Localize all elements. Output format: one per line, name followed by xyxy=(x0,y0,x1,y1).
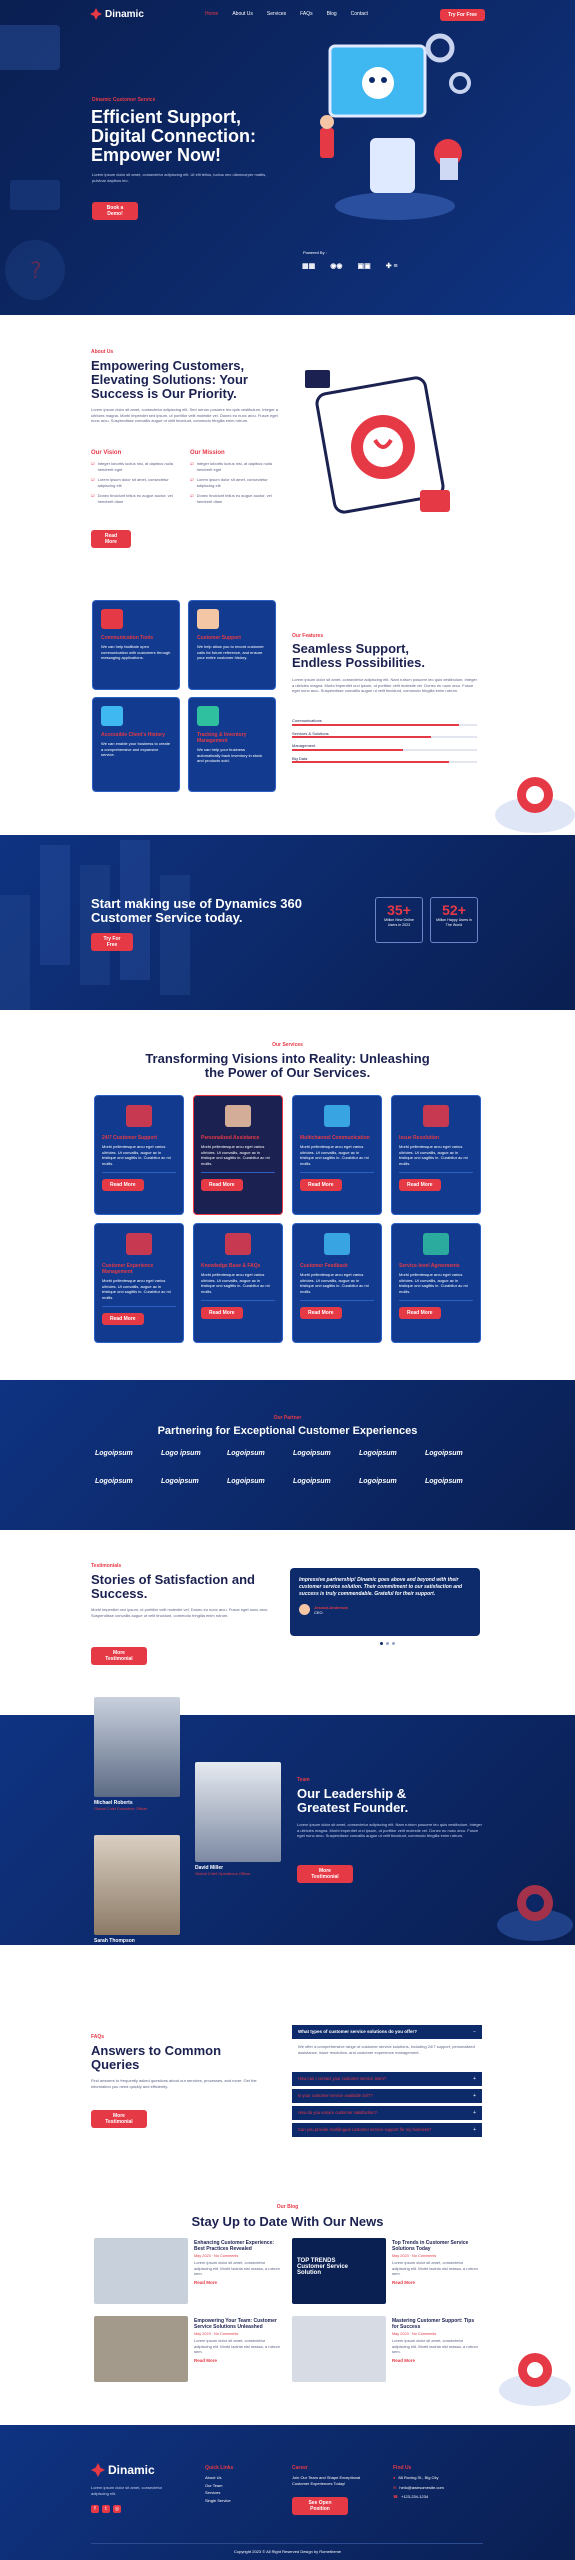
nav-item-contact[interactable]: Contact xyxy=(350,11,368,17)
feature-card[interactable] xyxy=(188,697,276,792)
feature-bars xyxy=(292,718,477,763)
blog-post-title[interactable]: Empowering Your Team: Customer Service Solutions Unleashed xyxy=(194,2318,277,2330)
vision-item: Integer lobortis luctus nisi, at dapibus nulla hendrerit eget xyxy=(97,461,173,472)
mission-item: Lorem ipsum dolor sit amet, consectetur adipiscing elit xyxy=(196,477,268,488)
about-illustration xyxy=(305,355,465,535)
support-icon xyxy=(197,609,219,629)
hero-section xyxy=(0,0,575,315)
services-section xyxy=(0,1010,575,1380)
service-read-more-button[interactable]: Read More xyxy=(201,1179,243,1191)
chat-icon xyxy=(101,609,123,629)
about-read-more-button[interactable]: Read More xyxy=(91,530,131,548)
service-card[interactable] xyxy=(94,1095,184,1215)
progress-bar xyxy=(292,756,477,764)
vision-item: Lorem ipsum dolor sit amet, consectetur adipiscing elit xyxy=(97,477,169,488)
progress-bar-label: Communications xyxy=(292,718,322,723)
about-eyebrow: About Us xyxy=(91,349,114,355)
powered-by-label: Powered By : xyxy=(303,250,327,255)
team-photo xyxy=(195,1762,281,1862)
footer-desc: Lorem ipsum dolor sit amet, consectetur adipiscing elit. xyxy=(91,2485,163,2496)
service-card-title: 24/7 Customer Support xyxy=(102,1135,158,1141)
blog-thumbnail xyxy=(94,2238,188,2304)
social-links xyxy=(91,2505,121,2513)
footer-link[interactable]: Services xyxy=(205,2490,221,2496)
blog-post-title[interactable]: Enhancing Customer Experience: Best Practices Revealed xyxy=(194,2240,275,2252)
blog-section xyxy=(0,2180,575,2425)
partner-logo: Logoipsum xyxy=(425,1450,463,1457)
stat-value: 52+ xyxy=(442,902,466,918)
faq-question: How can I contact your customer service team? xyxy=(298,2076,387,2081)
footer-link[interactable]: Our Team xyxy=(205,2482,223,2488)
feature-card-title: Accessible Client's History xyxy=(101,732,165,738)
check-icon: ☑ xyxy=(91,461,95,466)
blog-post-excerpt: Lorem ipsum dolor sit amet, consectetur adipiscing elit. Morbi lacinia nisl massa, a rutrum sem. xyxy=(194,2338,280,2355)
service-read-more-button[interactable]: Read More xyxy=(300,1307,342,1319)
nav-item-home[interactable]: Home xyxy=(205,11,219,17)
brand-name: Dinamic xyxy=(105,8,144,20)
feature-card[interactable] xyxy=(92,600,180,690)
faq-question: What types of customer service solutions do you offer? xyxy=(298,2029,418,2034)
team-eyebrow: Team xyxy=(297,1777,310,1783)
about-title: Empowering Customers, Elevating Solutions: Your Success is Our Priority. xyxy=(91,358,248,402)
vision-list xyxy=(91,461,181,505)
team-section xyxy=(0,1715,575,1945)
faq-question: How do you ensure customer satisfaction? xyxy=(298,2110,377,2115)
vision-item: Donec tincidunt tellus eu augue auctor, vel hendrerit diam xyxy=(97,493,173,504)
quick-links-title: Quick Links xyxy=(205,2465,234,2471)
service-icon xyxy=(423,1105,449,1127)
partner-logo: Logoipsum xyxy=(161,1478,199,1485)
mission-title: Our Mission xyxy=(190,450,225,456)
email[interactable]: hello@awesomesite.com xyxy=(399,2484,444,2490)
team-member-card[interactable] xyxy=(195,1762,281,1892)
features-section xyxy=(0,585,575,835)
blog-thumbnail xyxy=(292,2238,386,2304)
feature-card-text: We can enable your business to create a comprehensive and expansive service. xyxy=(101,741,171,758)
partner-logo: Logoipsum xyxy=(359,1478,397,1485)
blog-post-title[interactable]: Top Trends in Customer Service Solutions Today xyxy=(392,2240,469,2252)
plus-icon: + xyxy=(473,2127,476,2133)
check-icon: ☑ xyxy=(91,477,95,483)
faq-question: Can you provide multilingual customer service support for my business? xyxy=(298,2127,432,2132)
carousel-dot[interactable] xyxy=(392,1642,395,1645)
team-member-name: David Miller xyxy=(195,1865,224,1871)
hero-illustration xyxy=(300,28,475,228)
service-card-text: Morbi pellentesque arcu eget varius ultricies. Ut convallis, augue ac in tristique orci sagittis in. Curabitur ac mi mollis. xyxy=(300,1272,369,1294)
service-card[interactable] xyxy=(193,1223,283,1343)
progress-bar xyxy=(292,718,477,726)
faq-list xyxy=(292,2072,482,2137)
progress-bar-label: Services & Solutions xyxy=(292,730,329,736)
blog-thumbnail xyxy=(292,2316,386,2382)
partner-logo-icon: ▣▣ xyxy=(357,263,371,270)
testimonial-quote: Impressive partnership! Dinamic goes above and beyond with their customer service solution. Their commitment to our satisfaction and success is truly commendable. Grateful for their support. xyxy=(299,1577,463,1597)
faq-item[interactable] xyxy=(292,2106,482,2120)
service-card-title: Multichannel Communication xyxy=(300,1135,370,1141)
service-read-more-button[interactable]: Read More xyxy=(300,1179,342,1191)
blog-post[interactable] xyxy=(292,2316,484,2388)
service-card[interactable] xyxy=(292,1223,382,1343)
service-card-text: Morbi pellentesque arcu eget varius ultricies. Ut convallis, augue ac in tristique orci sagittis in. Curabitur ac mi mollis. xyxy=(201,1144,270,1166)
stat-box xyxy=(375,897,423,943)
about-text: Lorem ipsum dolor sit amet, consectetur adipiscing elit. Sed rutrum posuere leo quis vestibulum. Integer a ultricies magna. Morbi imperdiet sed ipsum, ut porttitor velit molestie vel. Donec eu nunc arcu. Fusce eget nunc arcu. Suspendisse convallis augue ut velit tincidunt, commodo fringilla enim rutrum. xyxy=(91,407,278,424)
partner-logo: Logoipsum xyxy=(227,1450,265,1457)
plus-icon: + xyxy=(473,2093,476,2099)
faq-eyebrow: FAQs xyxy=(91,2034,105,2040)
svg-text:?: ? xyxy=(30,259,42,284)
navbar xyxy=(90,8,490,22)
service-read-more-button[interactable]: Read More xyxy=(102,1313,144,1325)
team-member-role: Global Chief Executive Officer xyxy=(94,1806,148,1811)
service-card-text: Morbi pellentesque arcu eget varius ultricies. Ut convallis, augue ac in tristique orci sagittis in. Curabitur ac mi mollis. xyxy=(102,1278,171,1300)
twitter-icon[interactable]: t xyxy=(102,2505,110,2513)
partner-logo: Logoipsum xyxy=(293,1478,331,1485)
hero-cta-button[interactable]: Book a Demo! xyxy=(92,202,138,220)
stat-box xyxy=(430,897,478,943)
service-card-text: Morbi pellentesque arcu eget varius ultricies. Ut convallis, augue ac in tristique orci sagittis in. Curabitur ac mi mollis. xyxy=(201,1272,270,1294)
service-card-title: Issue Resolution xyxy=(399,1135,440,1141)
more-testimonial-button[interactable]: More Testimonial xyxy=(91,1647,147,1665)
career-title: Career xyxy=(292,2465,308,2471)
blog-image-caption: TOP TRENDS Customer Service Solution xyxy=(297,2258,349,2276)
partner-logo: Logo ipsum xyxy=(161,1450,201,1457)
service-card-text: Morbi pellentesque arcu eget varius ultricies. Ut convallis, augue ac in tristique orci sagittis in. Curabitur ac mi mollis. xyxy=(399,1144,468,1166)
progress-bar xyxy=(292,731,477,739)
faq-more-button[interactable]: More Testimonial xyxy=(91,2110,147,2128)
partner-logo: Logoipsum xyxy=(359,1450,397,1457)
facebook-icon[interactable]: f xyxy=(91,2505,99,2513)
testimonial-author: Jessica Anderson xyxy=(314,1604,349,1610)
faq-item-open[interactable] xyxy=(292,2025,482,2039)
check-icon: ☑ xyxy=(190,461,194,466)
features-text: Lorem ipsum dolor sit amet, consectetur adipiscing elit. Nam rutrum posuere leo quis vestibulum. Integer a ultricies magna. Morbi imperdiet orci ipsum, ut porttitor velit molestie vel. Donec eu nunc arcu. Fusce eget nunc arcu. Suspendisse convallis augue ut velit tincidunt, commodo fringilla enim rutrum. xyxy=(292,677,477,694)
testimonials-section xyxy=(0,1530,575,1715)
blog-read-more-link[interactable]: Read More xyxy=(194,2279,218,2285)
blog-post-excerpt: Lorem ipsum dolor sit amet, consectetur adipiscing elit. Morbi lacinia nisl massa, a rutrum sem. xyxy=(194,2260,280,2277)
blog-read-more-link[interactable]: Read More xyxy=(392,2357,416,2363)
banner-title: Start making use of Dynamics 360 Customer Service today. xyxy=(91,896,302,926)
cta-banner xyxy=(0,835,575,1010)
partner-logo: Logoipsum xyxy=(425,1478,463,1485)
features-title: Seamless Support, Endless Possibilities. xyxy=(292,641,425,670)
nav-item-about[interactable]: About Us xyxy=(232,11,253,17)
partners-eyebrow: Our Partner xyxy=(273,1415,302,1421)
mail-icon: ✉ xyxy=(393,2484,397,2490)
service-icon xyxy=(126,1233,152,1255)
progress-bar-label: Management xyxy=(292,743,316,749)
blog-post-title[interactable]: Mastering Customer Support: Tips for Success xyxy=(392,2318,475,2330)
blog-post-excerpt: Lorem ipsum dolor sit amet, consectetur adipiscing elit. Morbi lacinia nisl massa, a rutrum sem. xyxy=(392,2338,478,2355)
faq-accordion xyxy=(292,2025,482,2137)
testimonials-text: Morbi imperdiet orci ipsum, ut porttitor velit molestie vel. Donec eu nunc arcu. Fusce eget nunc arcu. Suspendisse convallis augue ut velit tincidunt, commodo fringilla enim rutrum. xyxy=(91,1607,269,1618)
faq-item[interactable] xyxy=(292,2072,482,2086)
carousel-dots xyxy=(380,1642,395,1645)
service-card[interactable] xyxy=(292,1095,382,1215)
mission-item: Donec tincidunt tellus eu augue auctor, vel hendrerit diam xyxy=(196,493,272,504)
service-icon xyxy=(225,1105,251,1127)
plus-icon: + xyxy=(473,2076,476,2082)
nav-item-services[interactable]: Services xyxy=(266,11,287,17)
team-member-card[interactable] xyxy=(94,1697,180,1827)
service-read-more-button[interactable]: Read More xyxy=(102,1179,144,1191)
blog-post-excerpt: Lorem ipsum dolor sit amet, consectetur adipiscing elit. Morbi lacinia nisl massa, a rutrum sem. xyxy=(392,2260,478,2277)
hero-left-illustration xyxy=(0,10,90,310)
service-card[interactable] xyxy=(391,1095,481,1215)
faq-item[interactable] xyxy=(292,2123,482,2137)
feature-card-text: We can help facilitate open communication with customers through messaging applications. xyxy=(101,644,171,661)
hero-eyebrow: Dinamic Customer Service xyxy=(92,97,156,103)
team-text: Lorem ipsum dolor sit amet, consectetur adipiscing elit. Nam rutrum posuere leo quis vestibulum. Integer a ultricies magna. Morbi imperdiet orci ipsum, ut porttitor velit molestie vel. Donec eu nunc arcu. Fusce eget nunc arcu. Suspendisse convallis augue ut velit tincidunt, commodo fringilla enim rutrum. xyxy=(297,1822,482,1839)
feature-card-text: We help allow you to record customer calls for future reference, and ensure your entire customer history. xyxy=(197,644,264,661)
service-card-text: Morbi pellentesque arcu eget varius ultricies. Ut convallis, augue ac in tristique orci sagittis in. Curabitur ac mi mollis. xyxy=(300,1144,369,1166)
open-position-button[interactable]: See Open Position xyxy=(292,2497,348,2515)
blog-post-meta: May 2023 · No Comments xyxy=(194,2332,239,2336)
service-card-title: Customer Feedback xyxy=(300,1263,348,1269)
partner-logo: Logoipsum xyxy=(95,1450,133,1457)
testimonials-title: Stories of Satisfaction and Success. xyxy=(91,1572,255,1602)
check-icon: ☑ xyxy=(91,493,95,499)
blog-post[interactable] xyxy=(94,2316,286,2388)
service-icon xyxy=(225,1233,251,1255)
partners-section xyxy=(0,1380,575,1530)
blog-thumbnail xyxy=(94,2316,188,2382)
service-card-title: Knowledge Base & FAQs xyxy=(201,1263,261,1269)
stat-label: Million New Online Users in 2023 xyxy=(384,918,414,928)
check-icon: ☑ xyxy=(190,493,194,499)
partner-logo: Logoipsum xyxy=(95,1478,133,1485)
service-icon xyxy=(324,1105,350,1127)
testimonials-eyebrow: Testimonials xyxy=(91,1563,122,1569)
service-read-more-button[interactable]: Read More xyxy=(399,1307,441,1319)
mission-list xyxy=(190,461,280,505)
features-eyebrow: Our Features xyxy=(292,633,324,639)
stat-value: 35+ xyxy=(387,902,411,918)
blog-read-more-link[interactable]: Read More xyxy=(194,2357,218,2363)
career-text: Join Our Team and Shape Exceptional Customer Experiences Today! xyxy=(292,2475,361,2486)
service-card-title: Personalized Assistance xyxy=(201,1135,260,1141)
progress-bar-label: Big Data xyxy=(292,755,308,761)
team-member-role: Global Chief Operations Officer xyxy=(195,1871,251,1876)
team-decor xyxy=(480,1865,575,1945)
phone[interactable]: +123-234-1234 xyxy=(400,2494,429,2500)
service-card-text: Morbi pellentesque arcu eget varius ultricies. Ut convallis, augue ac in tristique orci sagittis in. Curabitur ac mi mollis. xyxy=(399,1272,468,1294)
faq-answer: We offer a comprehensive range of customer service solutions, including 24/7 support, personalized assistance, issue resolution, and customer experience management. xyxy=(298,2044,475,2055)
feature-card-text: We can help your business automatically track inventory in stock and products sold. xyxy=(197,747,263,764)
footer-brand[interactable] xyxy=(91,2463,155,2477)
progress-bar xyxy=(292,743,477,751)
brand-logo-icon xyxy=(91,2463,105,2477)
blog-post-meta: May 2023 · No Comments xyxy=(392,2332,437,2336)
carousel-dot[interactable] xyxy=(386,1642,389,1645)
faq-title: Answers to Common Queries xyxy=(91,2043,222,2073)
service-card-title: Service-level Agreements xyxy=(399,1263,460,1269)
faq-text: Find answers to frequently asked questions about our services, processes, and more. Get the information you need quickly and efficiently. xyxy=(91,2078,257,2089)
feature-card-title: Communication Tools xyxy=(101,635,154,641)
about-section xyxy=(0,315,575,585)
stat-label: Million Happy Users in The World xyxy=(436,918,472,928)
testimonial-role: CEO xyxy=(314,1609,323,1615)
nav-menu xyxy=(205,11,368,17)
plus-icon: + xyxy=(473,2110,476,2116)
partner-logo-icon: ✚ ≡ xyxy=(385,263,398,270)
brand-logo-icon xyxy=(90,8,102,20)
feature-card-title: Customer Support xyxy=(197,635,241,641)
brand-logo[interactable] xyxy=(90,8,144,20)
nav-item-blog[interactable]: Blog xyxy=(326,11,337,17)
blog-post[interactable] xyxy=(94,2238,286,2310)
footer-link[interactable]: About Us xyxy=(205,2475,222,2480)
nav-cta-button[interactable]: Try For Free xyxy=(440,9,485,21)
blog-title: Stay Up to Date With Our News xyxy=(191,2214,384,2229)
mission-item: Integer lobortis luctus nisi, at dapibus nulla hendrerit eget xyxy=(196,461,272,472)
services-title: Transforming Visions into Reality: Unleashing the Power of Our Services. xyxy=(145,1051,430,1081)
avatar xyxy=(299,1604,310,1615)
footer-divider xyxy=(91,2543,483,2544)
service-card-text: Morbi pellentesque arcu eget varius ultricies. Ut convallis, augue ac in tristique orci sagittis in. Curabitur ac mi mollis. xyxy=(102,1144,171,1166)
address: 88 Roving St., Big City xyxy=(398,2475,439,2480)
partner-logo: Logoipsum xyxy=(227,1478,265,1485)
find-us-title: Find Us xyxy=(393,2465,412,2471)
blog-post-meta: May 2023 · No Comments xyxy=(194,2254,239,2258)
carousel-dot[interactable] xyxy=(380,1642,383,1645)
hero-title: Efficient Support, Digital Connection: Empower Now! xyxy=(91,107,256,165)
instagram-icon[interactable]: ◎ xyxy=(114,2506,120,2512)
vision-title: Our Vision xyxy=(91,450,122,456)
blog-grid xyxy=(94,2238,484,2408)
powered-logos xyxy=(302,262,398,270)
faq-section xyxy=(0,1945,575,2180)
blog-read-more-link[interactable]: Read More xyxy=(392,2279,416,2285)
services-eyebrow: Our Services xyxy=(272,1042,303,1048)
copyright: Copyright 2023 © All Right Reserved Design by Rometheme xyxy=(234,2549,341,2554)
partner-logo-icon: ▦▦ xyxy=(302,263,316,270)
team-photo xyxy=(94,1835,180,1935)
services-grid xyxy=(94,1095,480,1345)
faq-question: Is your customer service available 24/7? xyxy=(298,2093,373,2098)
team-photo xyxy=(94,1697,180,1797)
team-title: Our Leadership & Greatest Founder. xyxy=(297,1786,409,1816)
footer-brand-name: Dinamic xyxy=(108,2463,155,2477)
service-read-more-button[interactable]: Read More xyxy=(201,1307,243,1319)
partner-logos xyxy=(95,1450,485,1505)
banner-cta-button[interactable]: Try For Free xyxy=(91,933,133,951)
footer-link[interactable]: Single Service xyxy=(205,2497,231,2503)
feature-card[interactable] xyxy=(188,600,276,690)
phone-icon: ☎ xyxy=(393,2494,398,2500)
service-card[interactable] xyxy=(193,1095,283,1215)
contact-list xyxy=(393,2475,444,2500)
footer xyxy=(0,2425,575,2560)
minus-icon: − xyxy=(473,2029,476,2035)
location-icon: ● xyxy=(393,2475,396,2480)
service-card[interactable] xyxy=(391,1223,481,1343)
service-card[interactable] xyxy=(94,1223,184,1343)
check-icon: ☑ xyxy=(190,477,194,483)
nav-item-faqs[interactable]: FAQs xyxy=(300,11,313,17)
blog-post-meta: May 2023 · No Comments xyxy=(392,2254,437,2258)
service-icon xyxy=(324,1233,350,1255)
blog-decor xyxy=(485,2335,575,2410)
partners-title: Partnering for Exceptional Customer Experiences xyxy=(157,1425,418,1437)
service-icon xyxy=(423,1233,449,1255)
blog-eyebrow: Our Blog xyxy=(276,2204,299,2210)
inventory-icon xyxy=(197,706,219,726)
quick-links xyxy=(205,2475,231,2503)
faq-item[interactable] xyxy=(292,2089,482,2103)
history-icon xyxy=(101,706,123,726)
feature-card-title: Tracking & Inventory Management xyxy=(197,732,247,744)
service-card-title: Customer Experience Management xyxy=(102,1263,154,1275)
blog-post[interactable] xyxy=(292,2238,484,2310)
hero-text: Lorem ipsum dolor sit amet, consectetur adipiscing elit. Ut elit tellus, luctus nec ullamcorper mattis, pulvinar dapibus leo. xyxy=(92,172,267,183)
features-decor xyxy=(480,765,575,835)
service-icon xyxy=(126,1105,152,1127)
service-read-more-button[interactable]: Read More xyxy=(399,1179,441,1191)
testimonial-card xyxy=(290,1568,480,1636)
team-member-name: Sarah Thompson xyxy=(94,1938,135,1944)
team-member-name: Michael Roberts xyxy=(94,1800,133,1806)
partner-logo: Logoipsum xyxy=(293,1450,331,1457)
partner-logo-icon: ◉◉ xyxy=(330,263,343,270)
feature-card[interactable] xyxy=(92,697,180,792)
team-more-button[interactable]: More Testimonial xyxy=(297,1865,353,1883)
